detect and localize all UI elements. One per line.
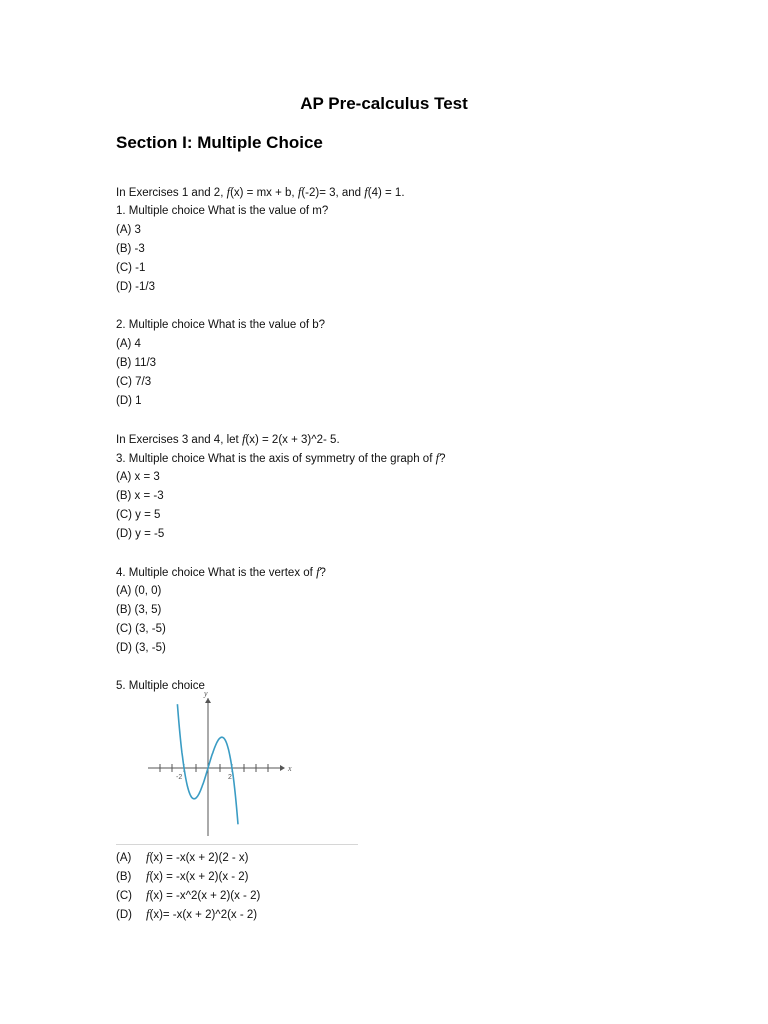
question-4-prompt xyxy=(116,563,676,582)
choice-expression: (x)= -x(x + 2)^2(x - 2) xyxy=(149,909,258,921)
question-4-choice-a: (A) (0, 0) xyxy=(116,585,162,597)
y-axis-arrow xyxy=(205,698,211,703)
cubic-graph-figure xyxy=(116,689,676,848)
question-5-prompt: 5. Multiple choice xyxy=(116,680,205,692)
choice-label: (D) xyxy=(116,909,132,921)
question-3-choice-b: (B) x = -3 xyxy=(116,490,164,502)
intro-text: (-2)= 3, and xyxy=(301,187,365,199)
question-1-choice-c: (C) -1 xyxy=(116,262,146,274)
question-5-choice-a xyxy=(116,848,676,867)
prompt-text: ? xyxy=(439,453,446,465)
intro-text: In Exercises 1 and 2, xyxy=(116,187,227,199)
function-symbol: f xyxy=(226,185,231,199)
question-3-choice-c: (C) y = 5 xyxy=(116,509,161,521)
intro-text: In Exercises 3 and 4, let xyxy=(116,434,242,446)
intro-text: (4) = 1. xyxy=(367,187,405,199)
function-symbol: f xyxy=(297,185,302,199)
x-axis-arrow xyxy=(280,765,285,771)
function-symbol: f xyxy=(316,565,320,579)
question-3-choice-d: (D) y = -5 xyxy=(116,528,165,540)
tick-label-neg: -2 xyxy=(176,774,183,781)
question-5-choice-d xyxy=(116,905,676,924)
choice-expression: (x) = -x(x + 2)(x - 2) xyxy=(149,871,249,883)
exercise-intro-1 xyxy=(116,183,676,202)
function-symbol: f xyxy=(146,907,150,921)
question-4-choice-c: (C) (3, -5) xyxy=(116,623,166,635)
function-symbol: f xyxy=(146,869,150,883)
exercise-intro-2 xyxy=(116,430,676,449)
figure-divider xyxy=(116,844,358,845)
question-1-choice-b: (B) -3 xyxy=(116,243,145,255)
question-2-prompt: 2. Multiple choice What is the value of b? xyxy=(116,319,326,331)
question-2-choice-a: (A) 4 xyxy=(116,338,141,350)
function-symbol: f xyxy=(146,850,150,864)
prompt-text: ? xyxy=(319,567,326,579)
question-5-choice-c xyxy=(116,886,676,905)
question-4-choice-d: (D) (3, -5) xyxy=(116,642,166,654)
prompt-text: 4. Multiple choice What is the vertex of xyxy=(116,567,317,579)
intro-text: (x) = mx + b, xyxy=(230,187,298,199)
intro-text: (x) = 2(x + 3)^2- 5. xyxy=(245,434,340,446)
function-symbol: f xyxy=(241,432,246,446)
function-symbol: f xyxy=(435,451,440,465)
tick-label-pos: 2 xyxy=(228,774,232,781)
question-4-choice-b: (B) (3, 5) xyxy=(116,604,162,616)
question-1-choice-a: (A) 3 xyxy=(116,224,141,236)
choice-expression: (x) = -x(x + 2)(2 - x) xyxy=(149,852,249,864)
question-1-choice-d: (D) -1/3 xyxy=(116,281,155,293)
choice-expression: (x) = -x^2(x + 2)(x - 2) xyxy=(149,890,261,902)
question-content xyxy=(116,183,676,924)
function-symbol: f xyxy=(364,185,368,199)
cubic-graph xyxy=(148,689,308,838)
x-axis-label: x xyxy=(288,764,292,773)
choice-label: (A) xyxy=(116,852,132,864)
document-title: AP Pre-calculus Test xyxy=(300,94,468,113)
question-5-choice-b xyxy=(116,867,676,886)
function-symbol: f xyxy=(146,888,150,902)
question-3-choice-a: (A) x = 3 xyxy=(116,471,160,483)
choice-label: (B) xyxy=(116,871,132,883)
section-heading: Section I: Multiple Choice xyxy=(116,133,323,152)
prompt-text: 3. Multiple choice What is the axis of symmetry of the graph of xyxy=(116,453,436,465)
question-2-choice-c: (C) 7/3 xyxy=(116,376,152,388)
question-2-choice-d: (D) 1 xyxy=(116,395,142,407)
choice-label: (C) xyxy=(116,890,132,902)
question-3-prompt xyxy=(116,449,676,468)
question-2-choice-b: (B) 11/3 xyxy=(116,357,157,369)
question-1-prompt: 1. Multiple choice What is the value of m? xyxy=(116,205,329,217)
y-axis-label: y xyxy=(204,689,208,698)
